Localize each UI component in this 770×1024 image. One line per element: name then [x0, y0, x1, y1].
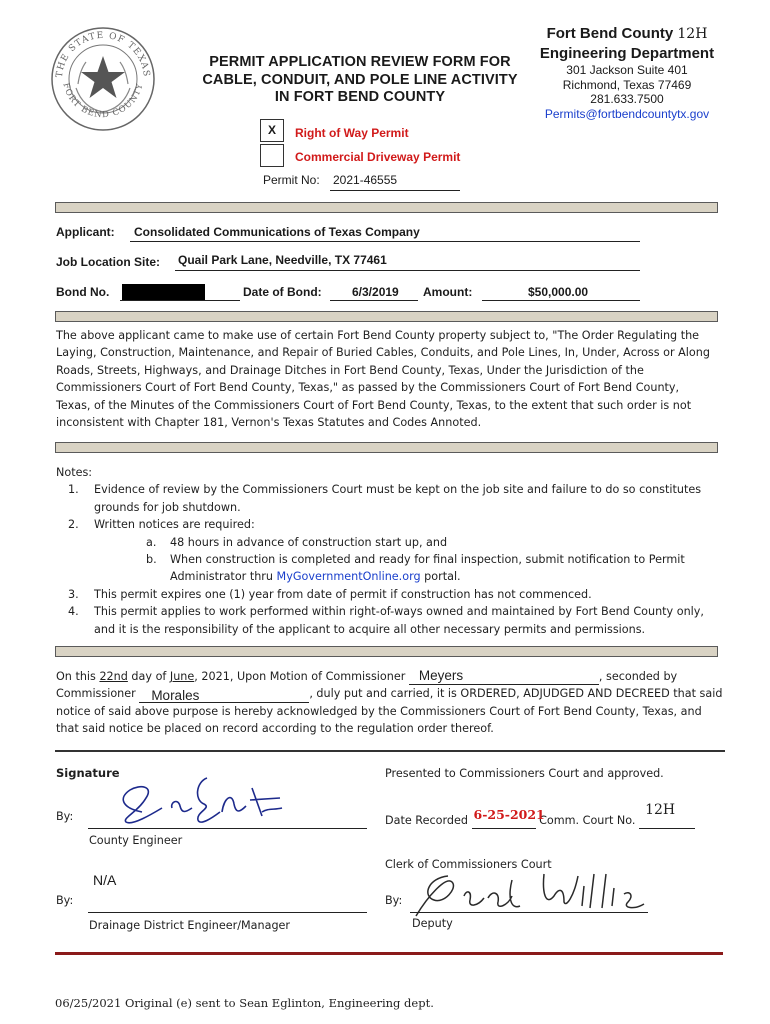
terms-line-5: Texas, of the Minutes of the Commissioners Court of Fort Bend County, Texas, to the extent that such order is not	[56, 398, 692, 412]
note-2b-line-1: When construction is completed and ready for final inspection, submit notification to Permit	[170, 552, 685, 566]
form-title-line-2: CABLE, CONDUIT, AND POLE LINE ACTIVITY	[202, 71, 518, 88]
mygovernmentonline-link[interactable]: MyGovernmentOnline.org	[276, 570, 421, 584]
note-2a-letter: a.	[146, 535, 157, 549]
order-line-3: notice of said above purpose is hereby acknowledged by the Commissioners Court of Fort Bend County, Texas, and	[56, 704, 702, 718]
note-1-line-1: Evidence of review by the Commissioners Court must be kept on the job site and failure to do so constitutes	[94, 483, 702, 497]
bond-no-label: Bond No.	[56, 285, 110, 299]
deputy-label: Deputy	[412, 917, 453, 930]
presented-text: Presented to Commissioners Court and approved.	[385, 767, 664, 780]
drainage-signature-line	[88, 912, 367, 913]
amount-label: Amount:	[423, 285, 473, 299]
clerk-by-label: By:	[385, 894, 403, 907]
address-line-2: Richmond, Texas 77469	[562, 77, 692, 92]
job-location-value: Quail Park Lane, Needville, TX 77461	[178, 253, 387, 267]
engineer-signature-line	[88, 828, 367, 829]
note-2-line-1: Written notices are required:	[94, 518, 255, 532]
date-recorded-row	[385, 802, 695, 829]
terms-paragraph	[56, 327, 721, 431]
driveway-permit-label: Commercial Driveway Permit	[295, 150, 461, 164]
applicant-label: Applicant:	[56, 225, 115, 239]
permit-no-label: Permit No:	[263, 173, 320, 187]
signature-label: Signature	[56, 766, 120, 780]
order-line-2	[56, 685, 726, 702]
drainage-value: N/A	[93, 872, 117, 888]
bond-date-underline	[330, 300, 418, 301]
date-recorded-label: Date Recorded	[385, 814, 468, 827]
permit-no-value: 2021-46555	[333, 173, 398, 187]
job-location-underline	[175, 270, 640, 271]
order-text-1: On this	[56, 670, 100, 683]
driveway-permit-checkbox[interactable]	[260, 144, 284, 167]
section-divider-4	[55, 646, 718, 657]
section-divider-2	[55, 311, 718, 322]
clerk-label: Clerk of Commissioners Court	[385, 858, 552, 871]
bond-no-redaction	[122, 284, 205, 300]
order-text-2: day of	[127, 670, 170, 683]
row-permit-label: Right of Way Permit	[295, 126, 409, 140]
order-line-4: that said notice be placed on record according to the regulation order thereof.	[56, 722, 494, 736]
note-2b-line-2-post: portal.	[420, 570, 461, 584]
county-seal	[50, 26, 156, 132]
amount-underline	[482, 300, 640, 301]
order-text-3: , 2021, Upon Motion of Commissioner	[194, 670, 409, 683]
notes-title: Notes:	[56, 466, 93, 479]
note-4-line-1: This permit applies to work performed within right-of-ways owned and maintained by Fort Bend County only,	[94, 605, 704, 619]
comm-court-field	[639, 802, 695, 829]
order-text-6: , duly put and carried, it is ORDERED, ADJUDGED AND DECREED that said	[309, 687, 723, 701]
seal-top-text: THE STATE OF TEXAS	[54, 30, 152, 79]
order-month: June	[169, 670, 195, 683]
amount-value: $50,000.00	[528, 285, 589, 299]
form-title-line-1: PERMIT APPLICATION REVIEW FORM FOR	[209, 54, 511, 70]
county-name: Fort Bend County	[546, 25, 674, 42]
mover-field	[409, 668, 599, 685]
bond-date-label: Date of Bond:	[243, 285, 322, 299]
date-recorded-field	[472, 807, 545, 829]
terms-line-6: inconsistent with Chapter 181, Vernon's Texas Statutes and Codes Annoted.	[56, 416, 482, 430]
county-name-line	[532, 24, 722, 44]
bond-date-value: 6/3/2019	[352, 285, 399, 299]
mover-name: Meyers	[418, 668, 464, 684]
job-location-label: Job Location Site:	[56, 255, 161, 269]
seal-bottom-text: FORT BEND COUNTY	[60, 81, 146, 121]
applicant-value: Consolidated Communications of Texas Company	[134, 225, 420, 239]
clerk-signature	[408, 866, 653, 922]
order-text-5: Commissioner	[56, 687, 140, 701]
signature-divider	[55, 750, 725, 752]
note-3-number: 3.	[68, 587, 79, 601]
comm-court-value: 12H	[645, 802, 676, 819]
drainage-by-label: By:	[56, 894, 74, 907]
terms-line-3: Roads, Streets, Highways, and Drainage Ditches in Fort Bend County, Texas, Under the Jurisdiction of the	[56, 363, 644, 377]
notes-section	[56, 464, 721, 638]
comm-court-label: Comm. Court No.	[539, 814, 636, 827]
phone-number: 281.633.7500	[590, 92, 664, 106]
email-link[interactable]: Permits@fortbendcountytx.gov	[544, 106, 710, 121]
terms-line-2: Laying, Construction, Maintenance, and Repair of Buried Cables, Conduits, and Pole Lines, In, Under, Across or Along	[56, 346, 710, 360]
section-divider-1	[55, 202, 718, 213]
section-divider-3	[55, 442, 718, 453]
engineer-by-label: By:	[56, 810, 74, 823]
order-paragraph	[56, 668, 726, 738]
note-1-number: 1.	[68, 483, 79, 497]
side-note: 12H	[677, 26, 708, 42]
date-recorded-value: 6-25-2021	[473, 807, 545, 823]
row-permit-checkbox[interactable]: X	[260, 119, 284, 142]
bond-no-underline	[120, 300, 240, 301]
clerk-signature-line	[410, 912, 648, 913]
engineer-title: County Engineer	[89, 834, 183, 847]
note-2a-text: 48 hours in advance of construction start up, and	[170, 535, 448, 549]
drainage-title: Drainage District Engineer/Manager	[89, 919, 291, 932]
note-2b-line-2-pre: Administrator thru	[170, 570, 277, 584]
footer-divider	[55, 952, 723, 955]
note-1-line-2: grounds for job shutdown.	[94, 500, 241, 514]
footer-note: 06/25/2021 Original (e) sent to Sean Eglinton, Engineering dept.	[55, 996, 434, 1010]
order-text-4: , seconded by	[598, 670, 678, 683]
terms-line-4: Commissioners Court of Fort Bend County, Texas," as passed by the Commissioners Court of Fort Bend County,	[56, 381, 680, 395]
county-contact-block	[532, 24, 722, 122]
seconder-name: Morales	[151, 687, 200, 703]
note-4-line-2: and it is the responsibility of the applicant to acquire all other necessary permits and permissions.	[94, 622, 646, 636]
order-line-1	[56, 668, 726, 685]
engineer-signature	[112, 768, 292, 830]
address-line-1: 301 Jackson Suite 401	[566, 63, 688, 77]
note-4-number: 4.	[68, 605, 79, 619]
note-3-text: This permit expires one (1) year from date of permit if construction has not commenced.	[94, 587, 592, 601]
form-title	[190, 54, 530, 107]
seconder-field	[139, 689, 309, 703]
permit-no-underline	[330, 190, 460, 191]
note-2b-line-2	[170, 568, 461, 585]
note-2b-letter: b.	[146, 552, 157, 566]
form-title-line-3: IN FORT BEND COUNTY	[274, 89, 446, 105]
terms-line-1: The above applicant came to make use of certain Fort Bend County property subject to, "The Order Regulating the	[56, 329, 700, 342]
note-2-number: 2.	[68, 518, 79, 532]
applicant-underline	[130, 241, 640, 242]
order-day: 22nd	[99, 670, 128, 683]
department-name: Engineering Department	[539, 45, 715, 62]
